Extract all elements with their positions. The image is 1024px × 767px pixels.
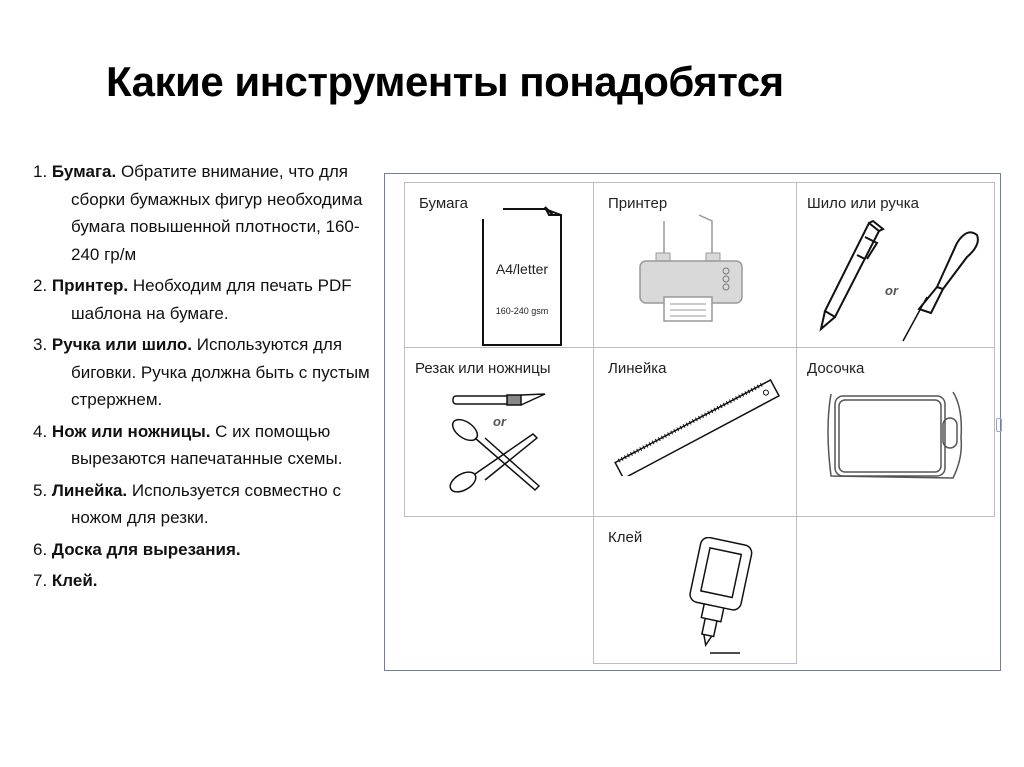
item-number: 2. [33,276,48,295]
item-text: Обратите внимание, что для сборки бумажных фигур необходима бумага повышенной плотности, 160-240 гр/м [71,162,363,264]
item-number: 4. [33,421,48,441]
slide-title: Какие инструменты понадобятся [106,58,784,105]
cell-cutting-board [796,347,995,517]
cell-label: Резак или ножницы [415,360,551,377]
list-item [33,272,383,327]
cell-knife-or-scissors [404,347,594,517]
ruler-icon [608,376,788,476]
cell-label: Принтер [608,195,668,212]
item-title: Клей. [51,571,98,590]
item-title: Доска для вырезания. [51,539,241,559]
svg-text:or: or [885,283,898,298]
list-item [33,158,383,268]
item-text: Необходим для печать PDF шаблона на бумаге. [71,276,352,323]
pen-or-awl-icon [807,217,987,342]
cell-label: Бумага [419,195,468,212]
printer-icon [634,209,754,329]
list-item [33,477,383,532]
svg-text:or: or [493,414,506,429]
item-number: 5. [33,480,48,500]
cell-label: Шило или ручка [807,195,919,212]
cell-label: Линейка [608,360,667,377]
item-number: 1. [33,162,48,181]
paper-sheet-icon [475,197,585,347]
cell-label: Клей [608,529,643,546]
cell-ruler [593,347,797,517]
list-item [33,331,383,414]
item-title: Нож или ножницы. [51,421,211,441]
list-item [33,536,383,564]
item-text: С их помощью вырезаются напечатанные схемы. [71,421,343,468]
item-title: Ручка или шило. [51,335,192,354]
cutting-board-icon [823,388,973,488]
knife-or-scissors-icon [445,390,575,510]
item-title: Линейка. [51,480,128,500]
svg-text:A4/letter: A4/letter [495,261,549,277]
tools-list [33,158,383,599]
cell-label: Досочка [807,360,865,377]
cell-pen-or-awl [796,182,995,348]
item-title: Принтер. [51,276,129,295]
item-number: 7. [33,571,48,590]
item-number: 3. [33,335,48,354]
cell-paper [404,182,594,348]
glue-bottle-icon [680,537,760,662]
cell-glue [593,516,797,664]
frame-resize-handle [996,418,1002,432]
item-number: 6. [33,539,48,559]
item-text: Используются для биговки. Ручка должна быть с пустым стрержнем. [71,335,370,409]
cell-printer [593,182,797,348]
list-item [33,418,383,473]
item-text: Используется совместно с ножом для резки. [71,480,341,527]
item-title: Бумага. [51,162,117,181]
list-item [33,567,383,595]
svg-text:160-240 gsm: 160-240 gsm [495,306,549,316]
